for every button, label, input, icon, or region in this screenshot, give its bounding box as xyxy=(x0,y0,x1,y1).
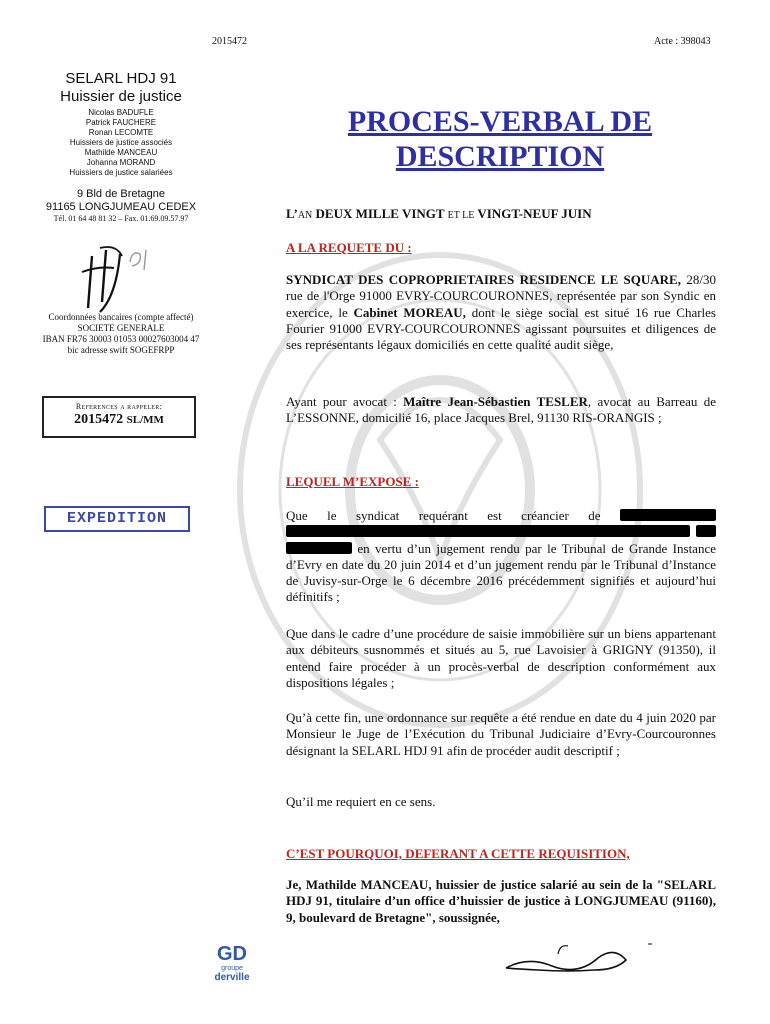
staff-line: Huissiers de justice salariées xyxy=(69,168,173,177)
staff-line: Nicolas BADUFLE xyxy=(88,108,154,117)
bank-line: Coordonnées bancaires (compte affecté) xyxy=(48,312,194,322)
reference-number-value: 2015472 xyxy=(74,412,124,427)
avocat-text: Ayant pour avocat : xyxy=(286,394,404,409)
address-city: 91165 LONGJUMEAU CEDEX xyxy=(45,201,197,213)
hdj-logo-icon xyxy=(70,236,170,314)
cabinet-name: Cabinet MOREAU, xyxy=(353,304,466,320)
paragraph-je: Je, Mathilde MANCEAU, huissier de justice salarié au sein de la "SELARL HDJ 91, titulaire d’un office d’huissier de justice à LONGJUMEAU (91160), 9, boulevard de Bretagne", soussignée, xyxy=(286,877,716,925)
redaction-bar xyxy=(620,509,716,521)
firm-letterhead xyxy=(14,70,228,224)
heading-pourquoi: C’EST POURQUOI, DEFERANT A CETTE REQUISITION, xyxy=(286,846,630,861)
redaction-bar xyxy=(286,542,352,554)
date-part: ET LE xyxy=(447,210,475,221)
date-line xyxy=(286,206,716,222)
firm-address xyxy=(14,188,228,214)
groupe-derville-logo-icon xyxy=(206,940,258,984)
address-street: 9 Bld de Bretagne xyxy=(76,188,166,200)
paragraph-fin: Qu’à cette fin, une ordonnance sur requête a été rendue en date du 4 juin 2020 par Monsieur le Juge de l’Exécution du Tribunal Judiciaire d’Evry-Courcouronnes désignant la SELARL HDJ 91 afin de procéder audit descriptif ; xyxy=(286,710,716,758)
heading-expose: LEQUEL M’EXPOSE : xyxy=(286,474,419,489)
reference-number xyxy=(44,412,194,428)
firm-title: Huissier de justice xyxy=(60,88,182,105)
bank-line: SOCIETE GENERALE xyxy=(77,323,165,333)
bank-details xyxy=(14,312,228,356)
svg-text:GD: GD xyxy=(217,943,247,965)
expedition-stamp: EXPEDITION xyxy=(44,506,190,532)
date-part: VINGT-NEUF JUIN xyxy=(474,206,592,221)
staff-line: Patrick FAUCHERE xyxy=(85,118,157,127)
firm-phone: Tél. 01 64 48 81 32 – Fax. 01.69.09.57.97 xyxy=(53,214,189,223)
bank-line: IBAN FR76 30003 01053 00027603004 47 xyxy=(42,334,200,344)
syndicat-text: 28/30 rue de l'Orge 91000 EVRY-COURCOURONNES, représentée par son Syndic en exercice, le xyxy=(286,272,716,320)
redaction-bar xyxy=(696,525,716,537)
creancier-text: en vertu d’un jugement rendu par le Tribunal de Grande Instance d’Evry en date du 20 juin 2014 et d’un jugement rendu par le Tribunal d’Instance de Juvisy-sur-Orge le 6 décembre 2016 précédemment signifiés et aujourd’hui définitifs ; xyxy=(286,540,716,605)
date-part: L’ xyxy=(286,206,298,221)
paragraph-syndicat xyxy=(286,272,716,353)
date-part: AN xyxy=(297,210,313,221)
folio-number: 2015472 xyxy=(212,36,247,47)
reference-suffix: SL/MM xyxy=(126,414,164,426)
reference-box xyxy=(42,396,196,438)
paragraph-requiert: Qu’il me requiert en ce sens. xyxy=(286,794,436,809)
title-line-2: DESCRIPTION xyxy=(395,140,605,173)
title-line-1: PROCES-VERBAL DE xyxy=(347,105,653,138)
svg-text:groupe: groupe xyxy=(221,965,243,972)
staff-line: Ronan LECOMTE xyxy=(88,128,154,137)
staff-line: Mathilde MANCEAU xyxy=(84,148,158,157)
date-part: DEUX MILLE VINGT xyxy=(312,206,448,221)
avocat-name: Maître Jean-Sébastien TESLER xyxy=(403,394,588,409)
avocat-text: , avocat au Barreau de L’ESSONNE, domicilié 16, place Jacques Brel, 91130 RIS-ORANGIS ; xyxy=(286,394,716,426)
signature xyxy=(498,936,678,986)
syndicat-text: dont le siège social est situé 16 rue Charles Fourier 91000 EVRY-COURCOURONNES agissant poursuites et diligences de ses représentants légaux domiciliés en cette qualité audit siège, xyxy=(286,304,716,353)
creancier-text: Que le syndicat requérant est créancier de xyxy=(286,508,601,523)
bank-line: bic adresse swift SOGEFRPP xyxy=(67,345,175,355)
staff-list xyxy=(14,108,228,178)
paragraph-creancier xyxy=(286,508,716,606)
acte-number: Acte : 398043 xyxy=(654,36,711,47)
heading-requete: A LA REQUETE DU : xyxy=(286,240,412,255)
svg-text:derville: derville xyxy=(214,972,250,983)
document-title xyxy=(286,104,714,174)
paragraph-avocat xyxy=(286,394,716,427)
paragraph-cadre: Que dans le cadre d’une procédure de saisie immobilière sur un biens appartenant aux débiteurs susnommés et situés au 5, rue Lavoisier à GRIGNY (91350), il entend faire procéder à un procès-verbal de description conformément aux dispositions légales ; xyxy=(286,626,716,690)
redaction-bar xyxy=(286,525,690,537)
staff-line: Huissiers de justice associés xyxy=(69,138,173,147)
reference-label: References a rappeler: xyxy=(75,402,163,411)
firm-name: SELARL HDJ 91 xyxy=(65,70,177,87)
syndicat-name: SYNDICAT DES COPROPRIETAIRES RESIDENCE LE SQUARE, xyxy=(286,272,681,287)
staff-line: Johanna MORAND xyxy=(86,158,156,167)
